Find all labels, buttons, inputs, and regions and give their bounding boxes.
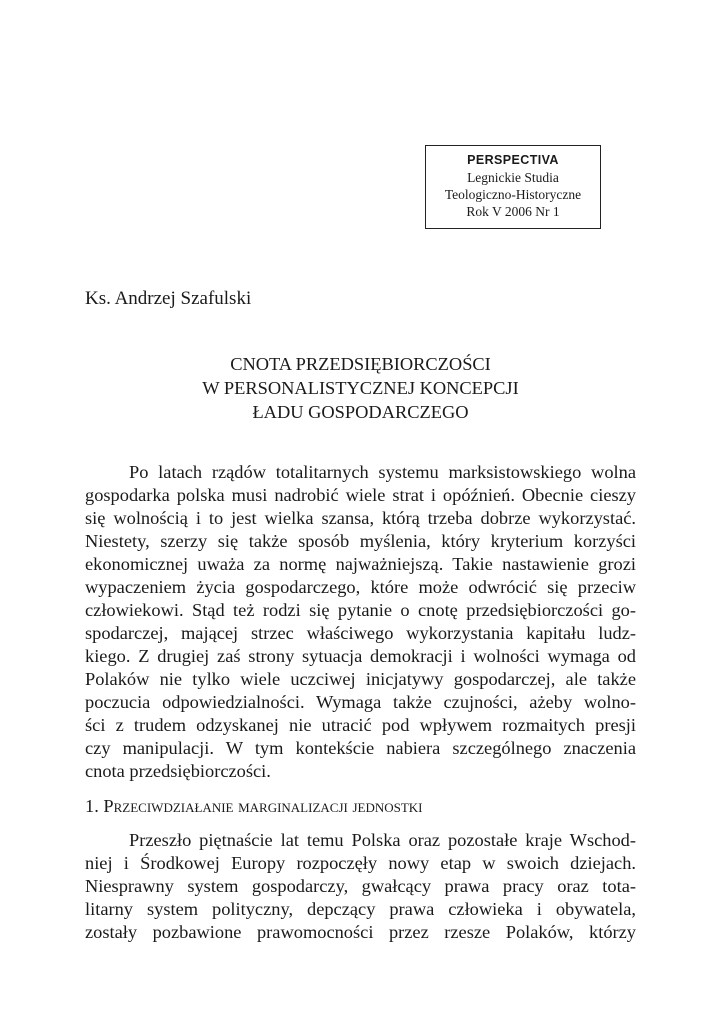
- journal-subtitle-line-2: Teologiczno-Historyczne: [444, 187, 582, 202]
- paragraph-line: Przeszło piętnaście lat temu Polska oraz pozostałe kraje Wschod-: [129, 830, 636, 850]
- title-line: CNOTA PRZEDSIĘBIORCZOŚCI: [230, 354, 491, 374]
- paragraph-line: się wolnością i to jest wielka szansa, którą trzeba dobrze wykorzystać.: [85, 508, 636, 528]
- section-heading: 1. Przeciwdziałanie marginalizacji jednostki: [85, 796, 423, 816]
- paragraph-line: spodarczej, mającej strzec właściwego wykorzystania kapitału ludz-: [85, 623, 636, 643]
- paragraph-line: czy manipulacji. W tym kontekście nabiera szczególnego znaczenia: [85, 738, 636, 758]
- paragraph-line: litarny system polityczny, depczący prawa człowieka i obywatela,: [85, 899, 636, 919]
- paragraph-line: Polaków nie tylko wiele uczciwej inicjatywy gospodarczej, ale także: [85, 669, 636, 689]
- title-line: ŁADU GOSPODARCZEGO: [252, 402, 469, 422]
- journal-issue-line: Rok V 2006 Nr 1: [466, 204, 560, 219]
- journal-info-box: [425, 145, 601, 229]
- paragraph-line: człowiekowi. Stąd też rodzi się pytanie o cnotę przedsiębiorczości go-: [85, 600, 636, 620]
- author-name: Ks. Andrzej Szafulski: [85, 288, 252, 309]
- article-title: [85, 352, 636, 424]
- section-paragraph: [85, 829, 636, 944]
- title-line: W PERSONALISTYCZNEJ KONCEPCJI: [202, 378, 519, 398]
- intro-paragraph: [85, 461, 636, 783]
- paragraph-line: kiego. Z drugiej zaś strony sytuacja demokracji i wolności wymaga od: [85, 646, 636, 666]
- paragraph-line: wypaczeniem życia gospodarczego, które może odwrócić się przeciw: [85, 577, 636, 597]
- paragraph-line: niej i Środkowej Europy rozpoczęły nowy etap w swoich dziejach.: [85, 853, 636, 873]
- paragraph-line: zostały pozbawione prawomocności przez rzesze Polaków, którzy: [85, 922, 636, 942]
- paragraph-line: cnota przedsiębiorczości.: [85, 761, 271, 781]
- paragraph-line: Po latach rządów totalitarnych systemu marksistowskiego wolna: [129, 462, 636, 482]
- journal-name: PERSPECTIVA: [467, 153, 559, 167]
- journal-subtitle-line-1: Legnickie Studia: [467, 170, 559, 185]
- paragraph-line: ekonomicznej uważa za normę najważniejszą. Takie nastawienie grozi: [85, 554, 636, 574]
- paragraph-line: Niestety, szerzy się także sposób myślenia, który kryterium korzyści: [85, 531, 636, 551]
- paragraph-line: gospodarka polska musi nadrobić wiele strat i opóźnień. Obecnie cieszy: [85, 485, 636, 505]
- paragraph-line: poczucia odpowiedzialności. Wymaga także czujności, ażeby wolno-: [85, 692, 636, 712]
- paragraph-line: Niesprawny system gospodarczy, gwałcący prawa pracy oraz tota-: [85, 876, 636, 896]
- paragraph-line: ści z trudem odzyskanej nie utracić pod wpływem rozmaitych presji: [85, 715, 636, 735]
